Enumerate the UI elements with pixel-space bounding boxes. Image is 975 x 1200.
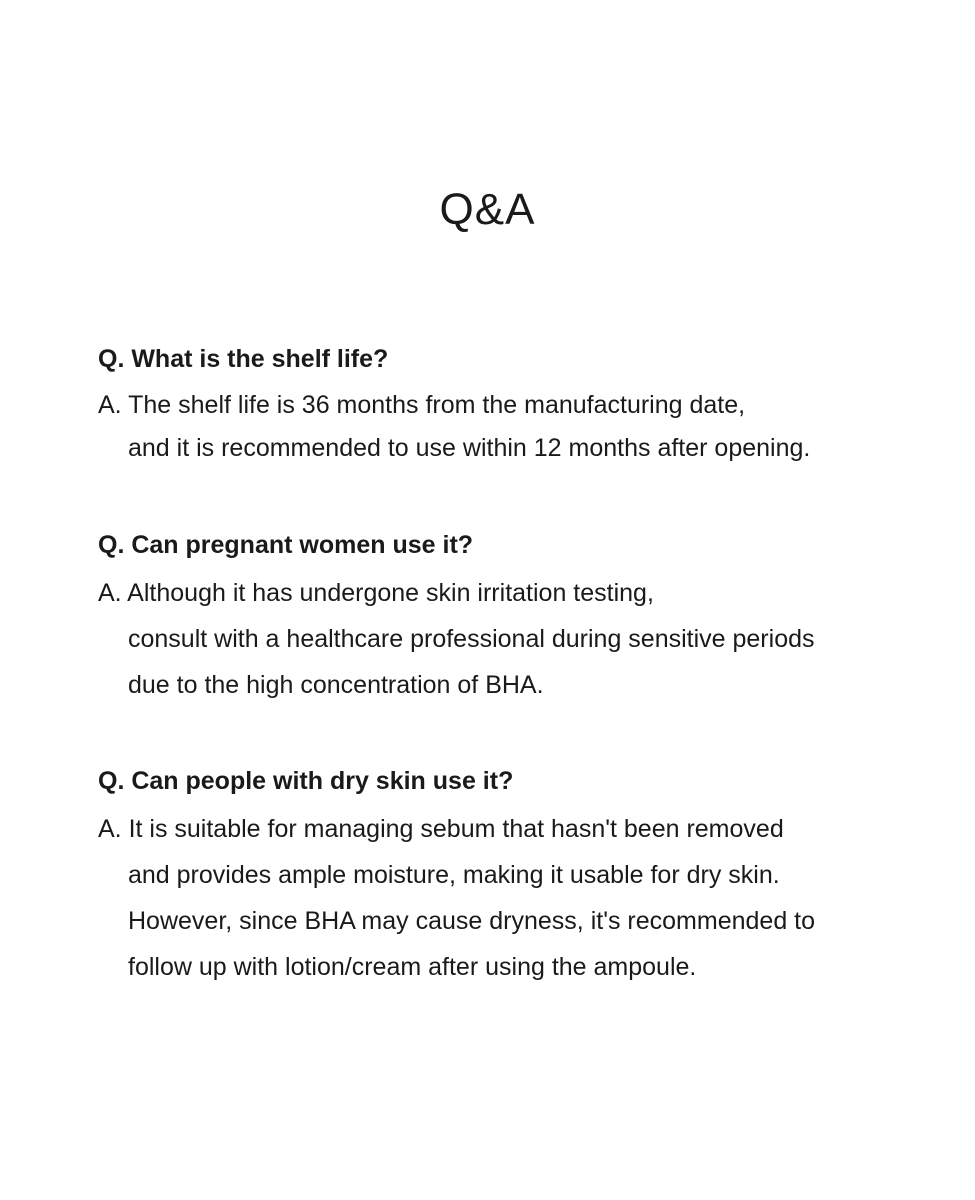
faq-question: Q. What is the shelf life? <box>98 345 389 373</box>
faq-answer-line: follow up with lotion/cream after using the ampoule. <box>128 953 697 981</box>
faq-answer-line: A. Although it has undergone skin irritation testing, <box>98 579 654 607</box>
faq-answer-line: A. It is suitable for managing sebum that hasn't been removed <box>98 815 784 843</box>
faq-item-dry-skin <box>98 762 918 990</box>
faq-item-pregnant-women <box>98 526 918 708</box>
faq-answer <box>98 384 918 470</box>
faq-question: Q. Can pregnant women use it? <box>98 531 474 559</box>
faq-answer-line: due to the high concentration of BHA. <box>128 671 544 699</box>
faq-answer-line: and provides ample moisture, making it usable for dry skin. <box>128 861 780 889</box>
faq-answer-line: A. The shelf life is 36 months from the manufacturing date, <box>98 391 746 419</box>
faq-item-shelf-life <box>98 340 918 470</box>
faq-answer <box>98 806 918 990</box>
page-title: Q&A <box>439 185 536 234</box>
faq-answer <box>98 570 918 708</box>
faq-answer-line: and it is recommended to use within 12 months after opening. <box>128 434 811 462</box>
faq-answer-line: consult with a healthcare professional during sensitive periods <box>128 625 815 653</box>
faq-question: Q. Can people with dry skin use it? <box>98 767 514 795</box>
faq-answer-line: However, since BHA may cause dryness, it's recommended to <box>128 907 816 935</box>
